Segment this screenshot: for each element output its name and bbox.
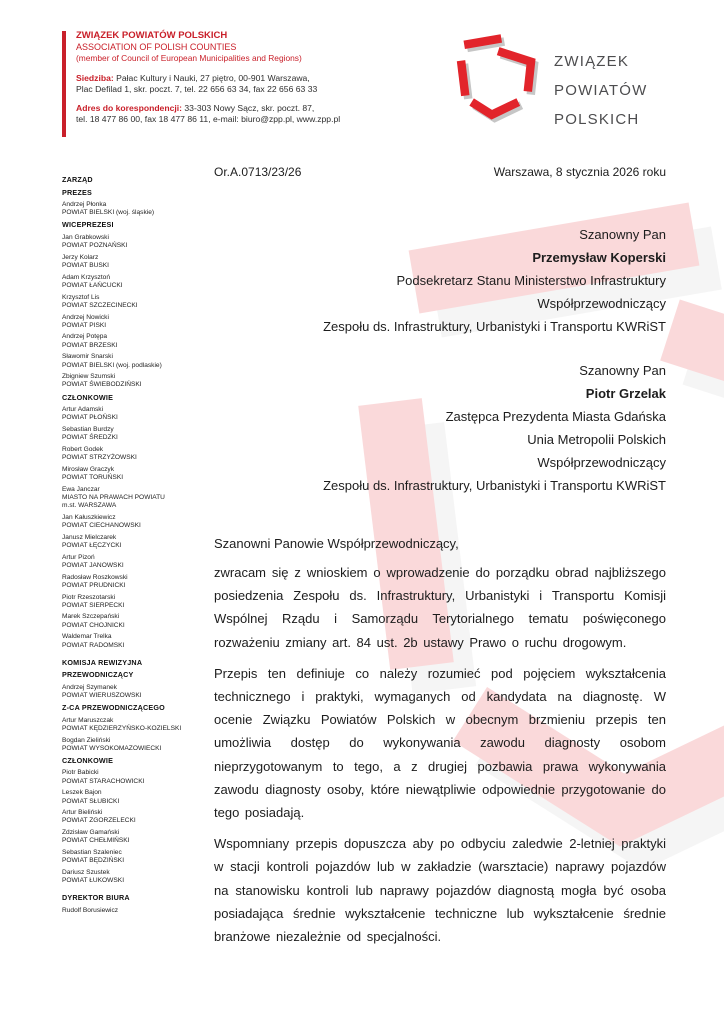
member-unit: POWIAT CIECHANOWSKI xyxy=(62,522,141,530)
body-paragraph: zwracam się z wnioskiem o wprowadzenie do porządku obrad najbliższego posiedzenia Zespołu ds. Infrastruktury, Urbanistyki i Transportu Komisji Wspólnej Rządu i Samorządu Terytorialnego tematu poświęconego rozważeniu zmiany art. 84 ust. 2b ustawy Prawo o ruchu drogowym. xyxy=(214,565,666,650)
mailing-address xyxy=(76,103,416,124)
seat-address xyxy=(76,73,416,94)
recipient-line: Współprzewodniczący xyxy=(537,296,666,311)
logo-word-3: POLSKICH xyxy=(554,111,640,128)
recipient-line: Zespołu ds. Infrastruktury, Urbanistyki i Transportu KWRiST xyxy=(323,319,666,334)
sidebar-member xyxy=(62,466,214,482)
member-unit: POWIAT CHOJNICKI xyxy=(62,621,125,629)
member-unit: POWIAT BIELSKI (woj. śląskie) xyxy=(62,209,155,217)
body-paragraph: Wspomniany przepis dopuszcza aby po odbyciu zaledwie 2-letniej praktyki w stacji kontroli pojazdów lub w zakładzie (warsztacie) naprawy pojazdów na stanowisku kontroli lub naprawy pojazdów diagnostą mogła być osoba posiadająca średnie wykształcenie techniczne lub wykształcenie średnie branżowe niezależnie od specjalności. xyxy=(214,836,666,945)
member-unit: POWIAT ŁUKOWSKI xyxy=(62,877,125,885)
member-name: Jan Grabkowski xyxy=(62,233,109,241)
member-name: Jerzy Kolarz xyxy=(62,253,99,261)
member-unit: POWIAT ŚREDZKI xyxy=(62,434,118,442)
member-unit: POWIAT TORUŃSKI xyxy=(62,474,124,482)
member-name: Janusz Mielczarek xyxy=(62,533,117,541)
sidebar-member xyxy=(62,554,214,570)
sidebar-member xyxy=(62,514,214,530)
sidebar-member xyxy=(62,234,214,250)
zpp-logo-icon xyxy=(448,31,561,137)
recipient-name: Piotr Grzelak xyxy=(585,386,666,401)
sidebar-member xyxy=(62,574,214,590)
recipient-name: Przemysław Koperski xyxy=(532,250,666,265)
sidebar-heading: DYREKTOR BIURA xyxy=(62,893,130,903)
member-unit: MIASTO NA PRAWACH POWIATU xyxy=(62,493,165,501)
sidebar-member xyxy=(62,594,214,610)
member-name: Piotr Babicki xyxy=(62,769,99,777)
member-name: Artur Pizoń xyxy=(62,553,95,561)
sidebar-member xyxy=(62,849,214,865)
sidebar-heading: KOMISJA REWIZYJNA xyxy=(62,657,143,667)
sidebar-heading: WICEPREZESI xyxy=(62,220,114,230)
sidebar-member xyxy=(62,274,214,290)
member-unit: POWIAT RADOMSKI xyxy=(62,641,125,649)
member-name: Andrzej Płonka xyxy=(62,201,107,208)
recipient-salutation: Szanowny Pan xyxy=(579,227,666,242)
member-name: Radosław Roszkowski xyxy=(62,573,128,581)
member-name: Waldemar Trelka xyxy=(62,633,112,641)
sidebar-member xyxy=(62,809,214,825)
member-name: Zbigniew Szumski xyxy=(62,373,116,381)
org-name-pl: ZWIĄZEK POWIATÓW POLSKICH xyxy=(76,30,228,41)
sidebar-member xyxy=(62,534,214,550)
zpp-logo-wordmark xyxy=(554,47,647,134)
member-name: Andrzej Nowicki xyxy=(62,313,109,321)
recipient-line: Unia Metropolii Polskich xyxy=(527,432,666,447)
sidebar-member xyxy=(62,737,214,753)
logo-word-2: POWIATÓW xyxy=(554,82,648,99)
sidebar-member xyxy=(62,684,214,700)
member-unit: POWIAT POZNAŃSKI xyxy=(62,242,128,250)
member-name: Andrzej Szymanek xyxy=(62,683,117,691)
sidebar-heading: CZŁONKOWIE xyxy=(62,755,114,765)
sidebar-heading: CZŁONKOWIE xyxy=(62,392,114,402)
recipient-block xyxy=(214,359,666,497)
reference-row xyxy=(214,165,666,179)
sidebar-member xyxy=(62,333,214,349)
member-name: Bogdan Zieliński xyxy=(62,736,111,744)
sidebar-member xyxy=(62,486,214,511)
sidebar-member xyxy=(62,717,214,733)
member-unit: POWIAT BIELSKI (woj. podlaskie) xyxy=(62,361,162,369)
sidebar-member xyxy=(62,869,214,885)
member-name: Sebastian Szaleniec xyxy=(62,849,122,857)
member-unit: POWIAT ŁĘCZYCKI xyxy=(62,542,122,549)
seat-line2: Plac Defilad 1, skr. poczt. 7, tel. 22 656 63 34, fax 22 656 63 33 xyxy=(76,83,318,94)
member-name: Sławomir Snarski xyxy=(62,353,113,361)
member-unit: POWIAT ZGORZELECKI xyxy=(62,817,136,825)
member-name: Artur Adamski xyxy=(62,406,104,414)
sidebar-member xyxy=(62,907,214,915)
member-name: Marek Szczepański xyxy=(62,613,120,621)
seat-line1: Pałac Kultury i Nauki, 27 piętro, 00-901 Warszawa, xyxy=(113,73,310,83)
member-unit: POWIAT STARACHOWICKI xyxy=(62,777,145,785)
sidebar-member xyxy=(62,829,214,845)
member-unit: POWIAT PRUDNICKI xyxy=(62,581,126,589)
sidebar-member xyxy=(62,254,214,270)
mailing-line1: 33-303 Nowy Sącz, skr. poczt. 87, xyxy=(182,103,315,113)
recipient-block xyxy=(214,223,666,338)
sidebar xyxy=(62,172,214,919)
member-name: Piotr Rzeszotarski xyxy=(62,593,116,601)
member-unit: POWIAT PŁOŃSKI xyxy=(62,414,118,422)
member-name: Adam Krzysztoń xyxy=(62,273,111,281)
member-unit: POWIAT BRZESKI xyxy=(62,341,118,349)
member-unit: POWIAT JANOWSKI xyxy=(62,561,124,569)
member-name: Leszek Bajon xyxy=(62,789,102,797)
sidebar-member xyxy=(62,314,214,330)
member-unit: m.st. WARSZAWA xyxy=(62,502,117,510)
member-name: Ewa Janczar xyxy=(62,485,100,493)
letterhead-text xyxy=(76,30,416,124)
recipient-salutation: Szanowny Pan xyxy=(579,363,666,378)
recipient-line: Współprzewodniczący xyxy=(537,455,666,470)
mailing-line2: tel. 18 477 86 00, fax 18 477 86 11, e-mail: biuro@zpp.pl, www.zpp.pl xyxy=(76,113,341,124)
recipient-line: Zespołu ds. Infrastruktury, Urbanistyki i Transportu KWRiST xyxy=(323,478,666,493)
body-paragraph: Przepis ten definiuje co należy rozumieć pod pojęciem wykształcenia technicznego i praktyki, wymaganych od kandydata na diagnostę. W ocenie Związku Powiatów Polskich w obecnym brzmieniu przepis ten umożliwia dostęp do wykonywania zawodu diagnosty osobom nieprzygotowanym to tego, a z drugiej pozbawia prawa wykonywania zawodu diagnosty osoby, które niewątpliwie odpowiednie przygotowanie do tego posiadają. xyxy=(214,665,666,821)
sidebar-heading: PREZES xyxy=(62,187,92,197)
member-name: Dariusz Szustek xyxy=(62,868,110,876)
member-name: Artur Bieliński xyxy=(62,809,103,817)
sidebar-member xyxy=(62,633,214,649)
seat-label: Siedziba: xyxy=(76,73,114,83)
member-name: Artur Maruszczak xyxy=(62,716,114,724)
member-unit: POWIAT SZCZECINECKI xyxy=(62,301,138,309)
sidebar-member xyxy=(62,373,214,389)
member-name: Jan Kałuszkiewicz xyxy=(62,513,116,521)
member-unit: POWIAT ŚWIEBODZIŃSKI xyxy=(62,381,142,389)
org-name-en: ASSOCIATION OF POLISH COUNTIES xyxy=(76,42,237,52)
member-name: Mirosław Graczyk xyxy=(62,465,115,473)
member-unit: POWIAT STRZYŻOWSKI xyxy=(62,454,137,462)
member-unit: POWIAT ŁAŃCUCKI xyxy=(62,281,123,289)
logo-word-1: ZWIĄZEK xyxy=(554,53,630,70)
recipient-line: Zastępca Prezydenta Miasta Gdańska xyxy=(445,409,666,424)
sidebar-member xyxy=(62,353,214,369)
member-name: Rudolf Borusiewicz xyxy=(62,906,119,914)
body-paragraphs xyxy=(214,561,666,948)
sidebar-member xyxy=(62,789,214,805)
place-and-date: Warszawa, 8 stycznia 2026 roku xyxy=(493,165,666,179)
sidebar-member xyxy=(62,613,214,629)
member-name: Robert Godek xyxy=(62,445,104,453)
member-unit: POWIAT WIERUSZOWSKI xyxy=(62,691,142,699)
org-membership: (member of Council of European Municipalities and Regions) xyxy=(76,53,302,63)
member-unit: POWIAT BĘDZIŃSKI xyxy=(62,857,125,865)
member-unit: POWIAT SIERPECKI xyxy=(62,601,125,609)
letter-body xyxy=(214,165,666,956)
sidebar-heading: Z-CA PRZEWODNICZĄCEGO xyxy=(62,703,165,713)
sidebar-heading: ZARZĄD xyxy=(62,175,93,184)
member-name: Sebastian Burdzy xyxy=(62,426,114,434)
sidebar-member xyxy=(62,201,214,217)
sidebar-member xyxy=(62,406,214,422)
mailing-label: Adres do korespondencji: xyxy=(76,103,183,113)
reference-number: Or.A.0713/23/26 xyxy=(214,165,302,179)
member-unit: POWIAT SŁUBICKI xyxy=(62,797,120,805)
sidebar-member xyxy=(62,769,214,785)
sidebar-member xyxy=(62,446,214,462)
sidebar-member xyxy=(62,426,214,442)
member-unit: POWIAT KĘDZIERZYŃSKO-KOZIELSKI xyxy=(62,724,182,732)
member-name: Andrzej Potępa xyxy=(62,333,108,341)
recipient-line: Podsekretarz Stanu Ministerstwo Infrastruktury xyxy=(396,273,666,288)
member-unit: POWIAT CHEŁMIŃSKI xyxy=(62,837,130,845)
member-unit: POWIAT PISKI xyxy=(62,321,107,329)
member-name: Krzysztof Lis xyxy=(62,293,100,301)
header-red-rule xyxy=(62,31,66,137)
member-unit: POWIAT BUSKI xyxy=(62,262,110,270)
member-name: Zdzisław Gamański xyxy=(62,829,120,837)
member-unit: POWIAT WYSOKOMAZOWIECKI xyxy=(62,744,162,752)
recipients xyxy=(214,223,666,497)
sidebar-heading: PRZEWODNICZĄCY xyxy=(62,670,134,680)
sidebar-member xyxy=(62,294,214,310)
salutation: Szanowni Panowie Współprzewodniczący, xyxy=(214,536,459,551)
